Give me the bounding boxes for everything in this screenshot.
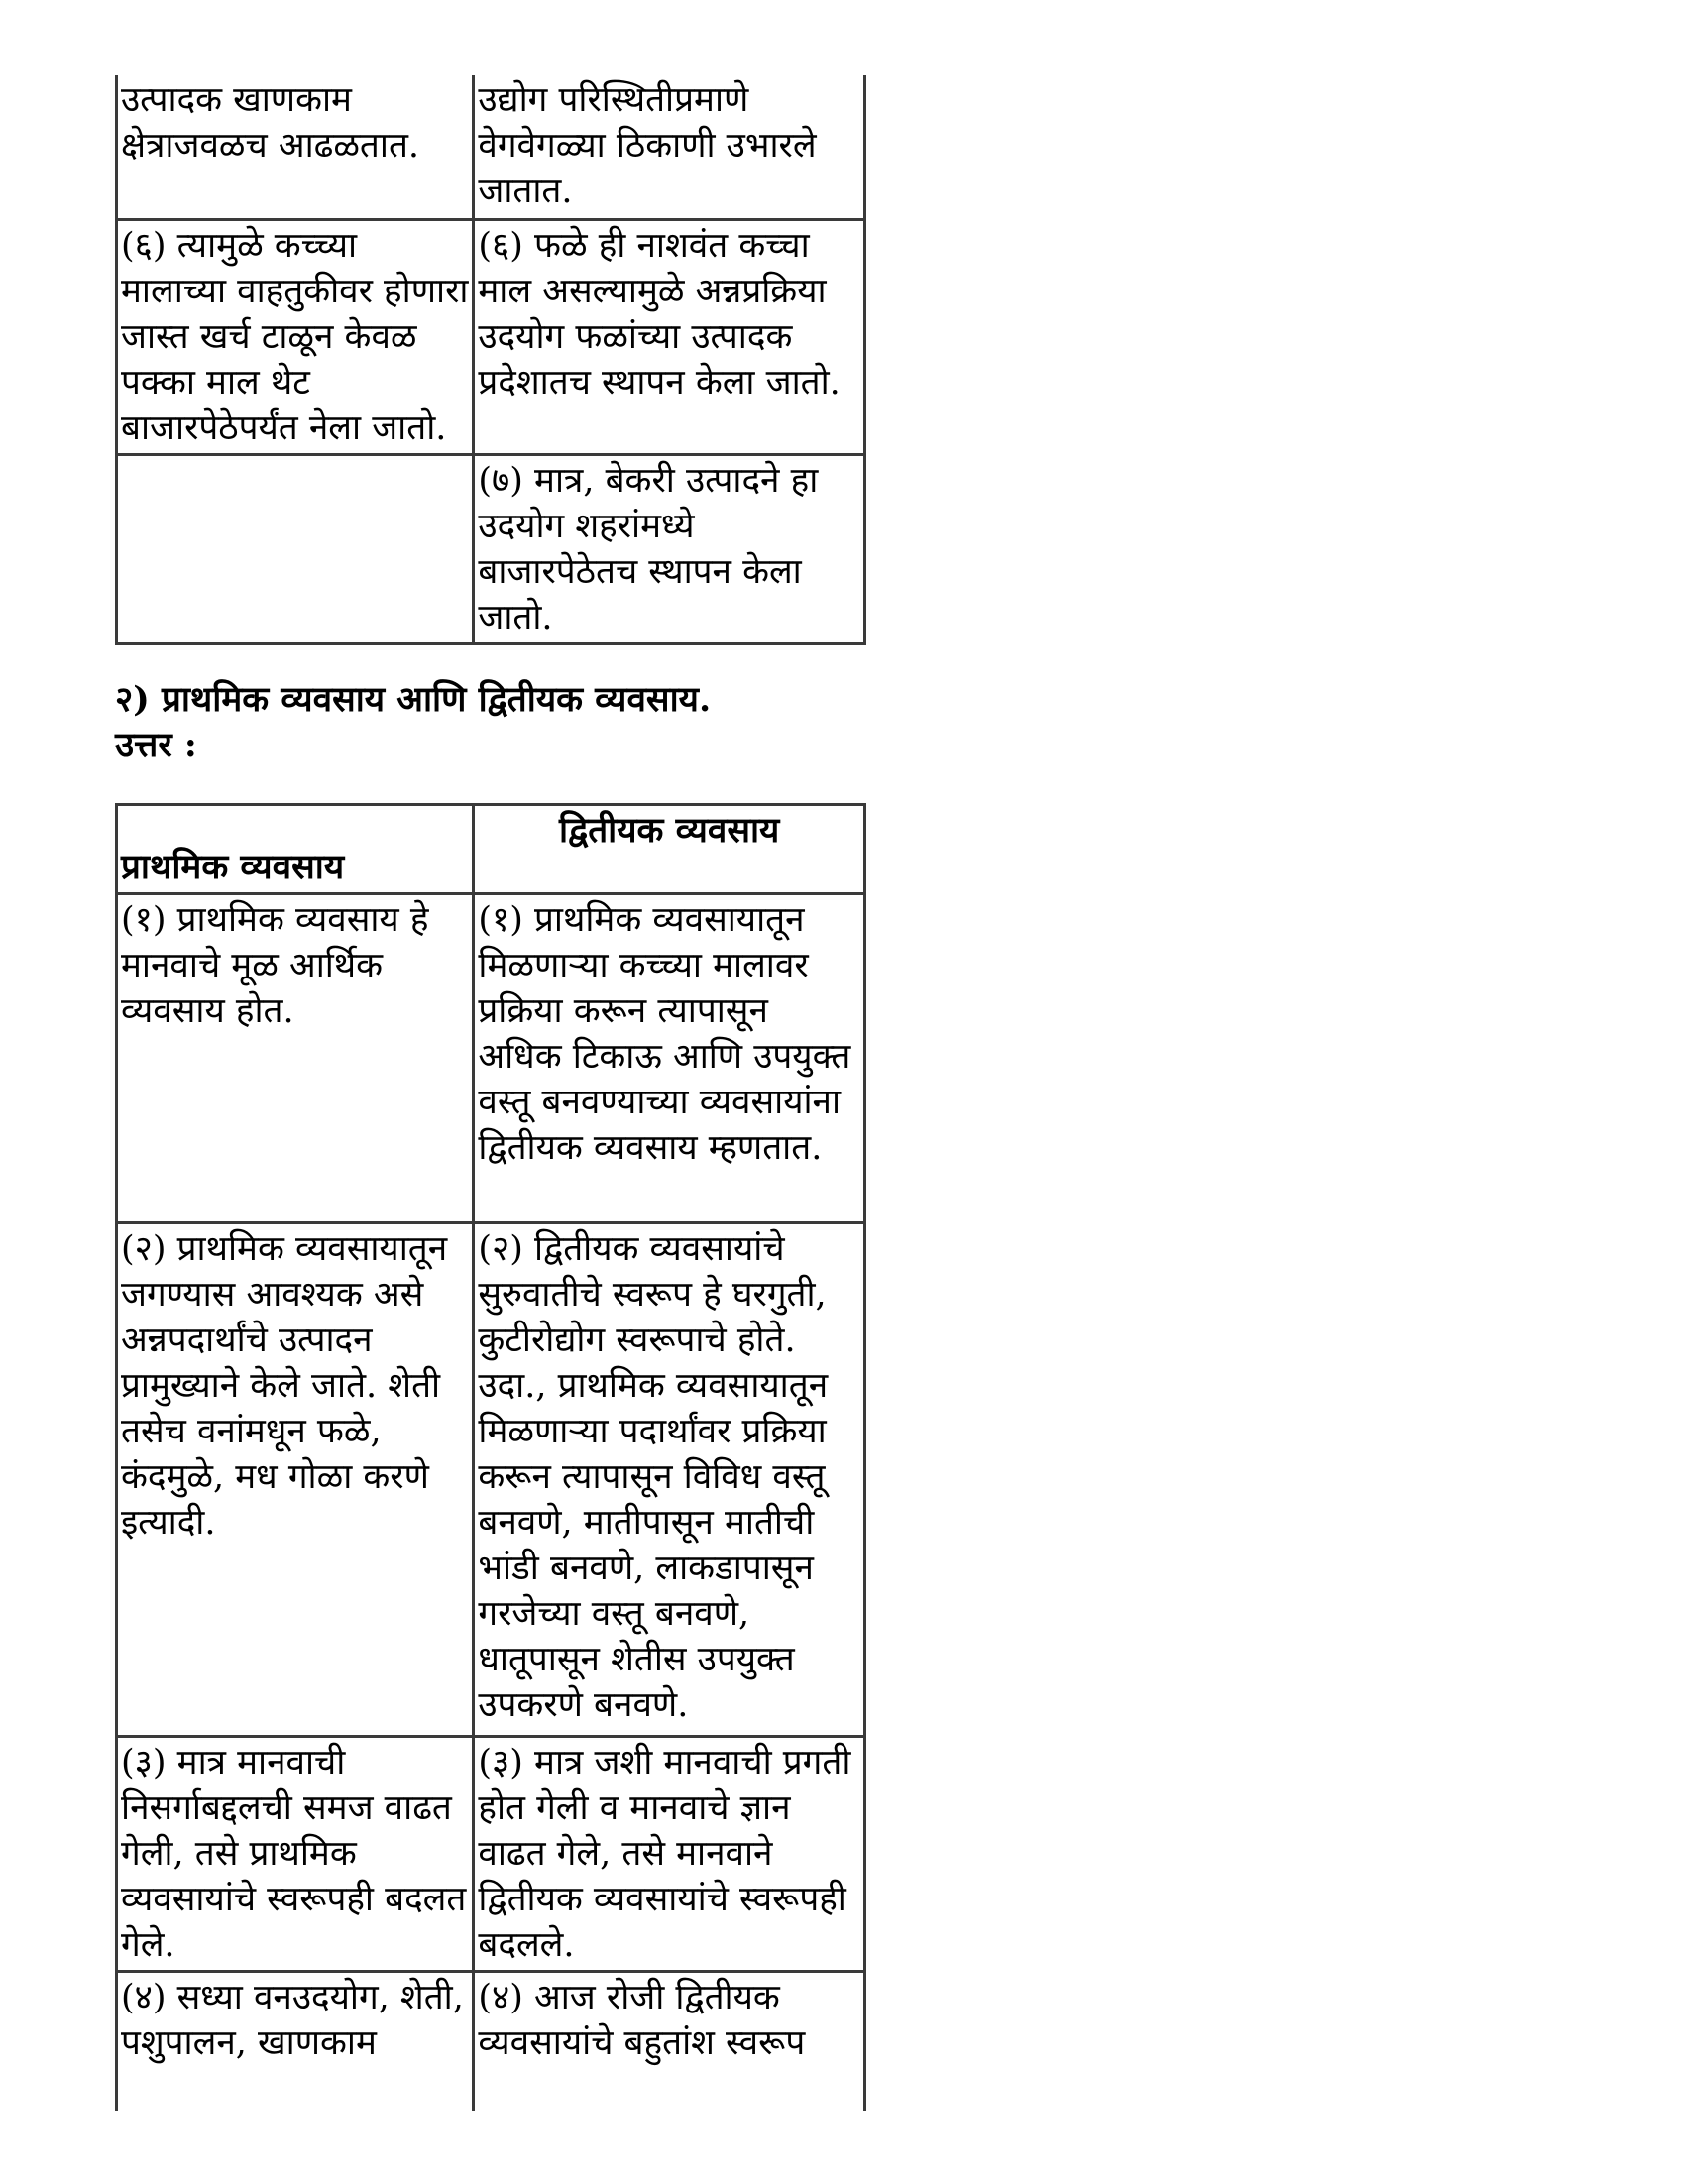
table-cell: उत्पादक खाणकाम क्षेत्राजवळच आढळतात. bbox=[117, 75, 474, 219]
answer-label: उत्तर : bbox=[115, 725, 197, 765]
table-row bbox=[117, 454, 865, 643]
table-row bbox=[117, 219, 865, 454]
table-row bbox=[117, 75, 865, 219]
table-cell: (४) सध्या वनउदयोग, शेती, पशुपालन, खाणकाम bbox=[117, 1972, 474, 2111]
table-cell: (१) प्राथमिक व्यवसायातून मिळणाऱ्या कच्च्या मालावर प्रक्रिया करून त्यापासून अधिक टिकाऊ आणि उपयुक्त वस्तू बनवण्याच्या व्यवसायांना द्वितीयक व्यवसाय म्हणतात. bbox=[474, 894, 865, 1223]
table-cell: उद्योग परिस्थितीप्रमाणे वेगवेगळ्या ठिकाणी उभारले जातात. bbox=[474, 75, 865, 219]
column-header-primary: प्राथमिक व्यवसाय bbox=[117, 805, 474, 894]
table-cell: (२) प्राथमिक व्यवसायातून जगण्यास आवश्यक असे अन्नपदार्थांचे उत्पादन प्रामुख्याने केले जाते. शेती तसेच वनांमधून फळे, कंदमुळे, मध गोळा करणे इत्यादी. bbox=[117, 1223, 474, 1737]
table-row bbox=[117, 894, 865, 1223]
table-cell: (६) फळे ही नाशवंत कच्चा माल असल्यामुळे अन्नप्रक्रिया उदयोग फळांच्या उत्पादक प्रदेशातच स्थापन केला जातो. bbox=[474, 219, 865, 454]
table-cell: (७) मात्र, बेकरी उत्पादने हा उदयोग शहरांमध्ये बाजारपेठेतच स्थापन केला जातो. bbox=[474, 454, 865, 643]
table-cell: (४) आज रोजी द्वितीयक व्यवसायांचे बहुतांश स्वरूप bbox=[474, 1972, 865, 2111]
table-cell: (३) मात्र मानवाची निसर्गाबद्दलची समज वाढत गेली, तसे प्राथमिक व्यवसायांचे स्वरूपही बदलत गेले. bbox=[117, 1737, 474, 1972]
table-cell: (६) त्यामुळे कच्च्या मालाच्या वाहतुकीवर होणारा जास्त खर्च टाळून केवळ पक्का माल थेट बाजारपेठेपर्यंत नेला जातो. bbox=[117, 219, 474, 454]
table-cell: (३) मात्र जशी मानवाची प्रगती होत गेली व मानवाचे ज्ञान वाढत गेले, तसे मानवाने द्वितीयक व्यवसायांचे स्वरूपही बदलले. bbox=[474, 1737, 865, 1972]
table-cell bbox=[117, 454, 474, 643]
table-cell: (२) द्वितीयक व्यवसायांचे सुरुवातीचे स्वरूप हे घरगुती, कुटीरोद्योग स्वरूपाचे होते. उदा., प्राथमिक व्यवसायातून मिळणाऱ्या पदार्थांवर प्रक्रिया करून त्यापासून विविध वस्तू बनवणे, मातीपासून मातीची भांडी बनवणे, लाकडापासून गरजेच्या वस्तू बनवणे, धातूपासून शेतीस उपयुक्त उपकरणे बनवणे. bbox=[474, 1223, 865, 1737]
table-row bbox=[117, 1972, 865, 2111]
comparison-table bbox=[115, 803, 866, 2111]
column-header-secondary: द्वितीयक व्यवसाय bbox=[474, 805, 865, 894]
section-heading: २) प्राथमिक व्यवसाय आणि द्वितीयक व्यवसाय. bbox=[115, 679, 712, 720]
table-cell: (१) प्राथमिक व्यवसाय हे मानवाचे मूळ आर्थिक व्यवसाय होत. bbox=[117, 894, 474, 1223]
comparison-table-continued bbox=[115, 75, 866, 645]
table-row bbox=[117, 1737, 865, 1972]
table-header-row bbox=[117, 805, 865, 894]
table-row bbox=[117, 1223, 865, 1737]
